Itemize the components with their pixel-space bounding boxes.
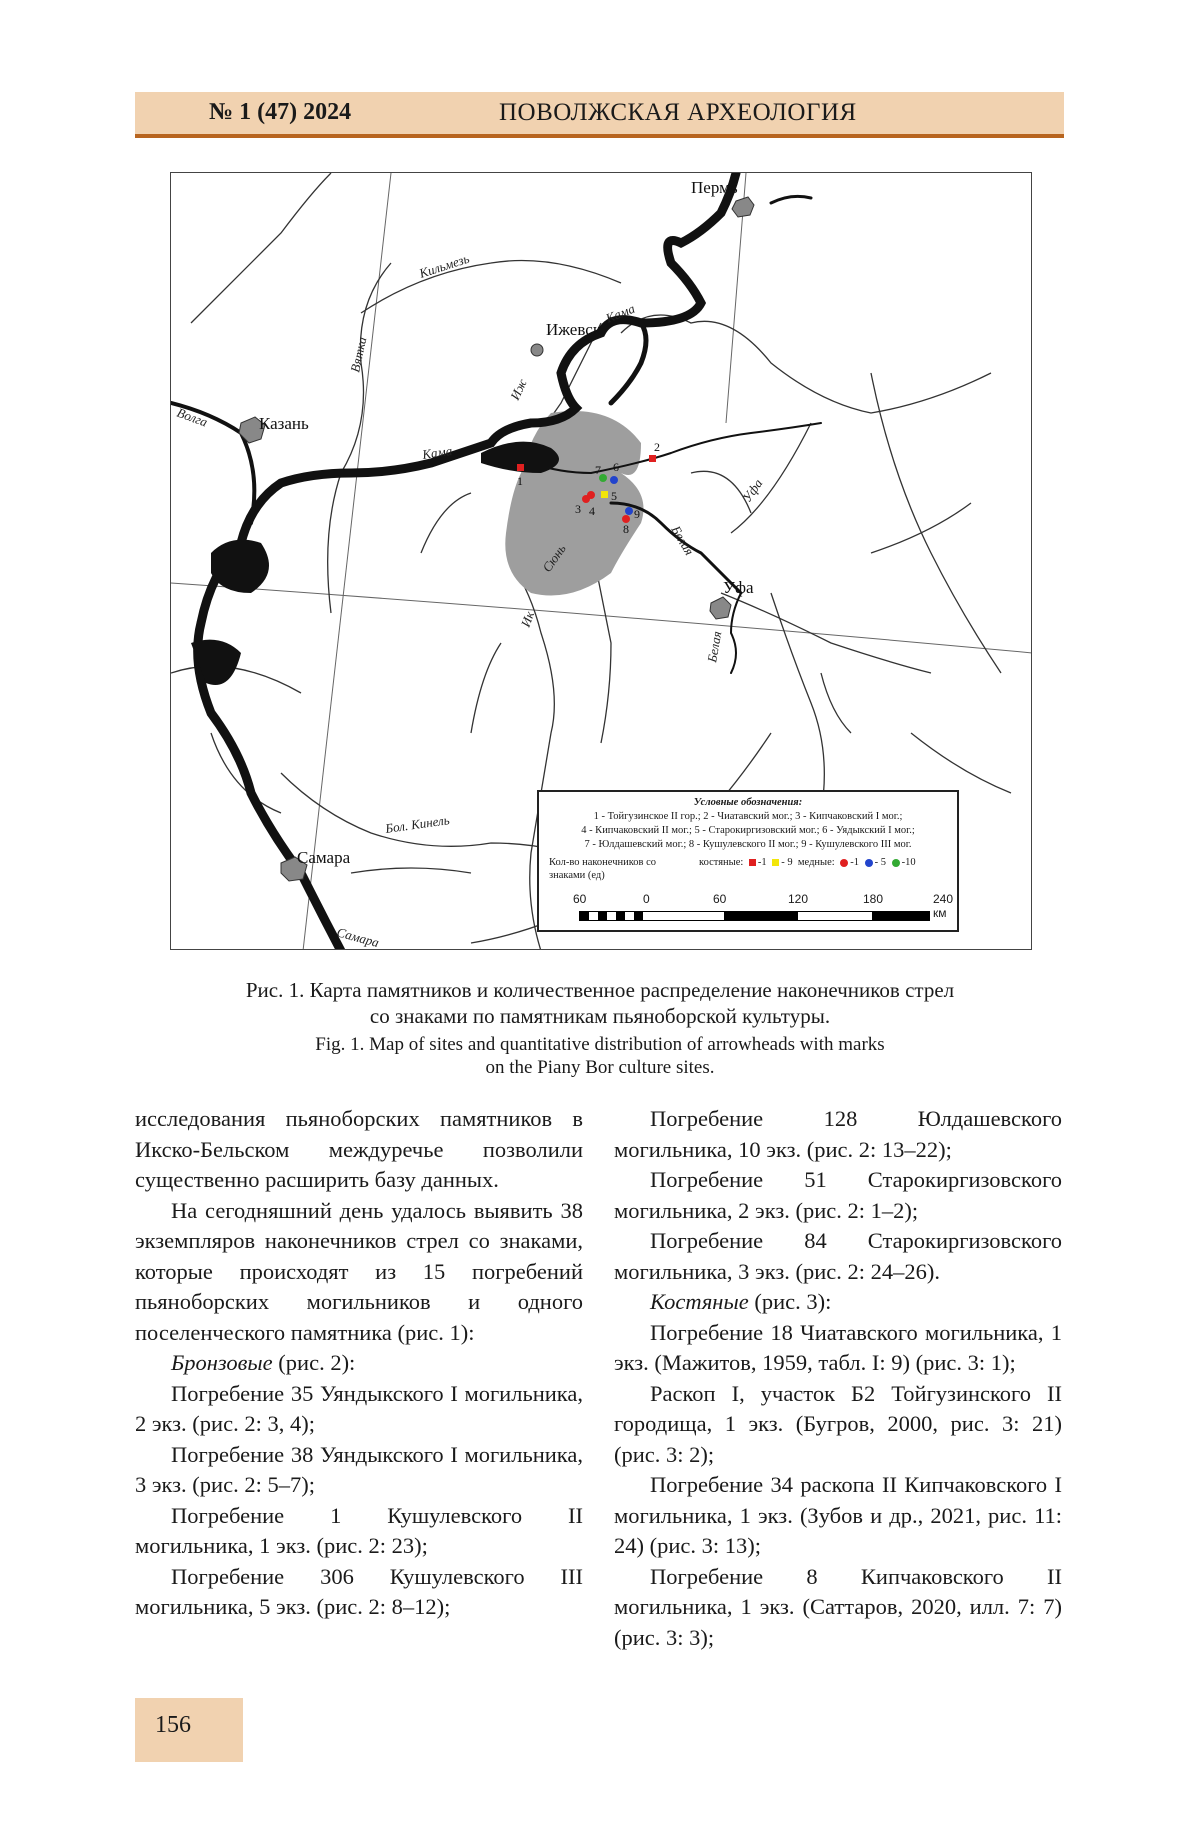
paragraph-bronze-heading <box>135 1348 583 1379</box>
list-item: Погребение 128 Юлдашевского могильника, 10 экз. (рис. 2: 13–22); <box>614 1106 1062 1162</box>
legend-copper-label: медные: <box>797 857 835 868</box>
legend-title: Условные обозначения: <box>693 797 803 808</box>
river-label-bol-kinel: Бол. Кинель <box>384 812 451 836</box>
site-4-marker <box>587 491 595 499</box>
izhevsk-city-marker <box>531 344 543 356</box>
running-header <box>135 92 1064 138</box>
figure-caption-ru <box>0 977 1200 1029</box>
city-label-kazan: Казань <box>259 414 309 433</box>
city-labels <box>259 178 754 867</box>
italic-term: Костяные <box>650 1289 749 1314</box>
site-number-3: 3 <box>575 502 581 516</box>
legend-symbols <box>699 856 916 870</box>
list-item: Погребение 306 Кушулевского III могильника, 5 экз. (рис. 2: 8–12); <box>135 1563 583 1619</box>
legend-bone-9-swatch <box>772 859 779 866</box>
list-item: Раскоп I, участок Б2 Тойгузинского II городища, 1 экз. (Бугров, 2000, рис. 3: 21) (рис. 3: 2); <box>614 1380 1062 1467</box>
caption-en-line-2: on the Piany Bor culture sites. <box>485 1057 715 1078</box>
perm-city-shape <box>732 197 754 217</box>
river-label-kama-north: Кама <box>603 300 637 326</box>
scale-label-0: 0 <box>643 892 650 906</box>
site-number-7: 7 <box>595 463 601 477</box>
legend-bone-9: - 9 <box>781 857 793 868</box>
paragraph: исследования пьяноборских памятников в Икско-Бельском междуречье позволили существенно расширить базу данных. <box>135 1106 583 1192</box>
list-item: Погребение 38 Уяндыкского I могильника, 3 экз. (рис. 2: 5–7); <box>135 1441 583 1497</box>
legend-copper-1-swatch <box>840 859 848 867</box>
italic-term: Бронзовые <box>171 1350 273 1375</box>
legend-copper-1: -1 <box>850 857 860 868</box>
map-legend <box>537 790 959 932</box>
river-label-ik: Ик <box>517 609 538 630</box>
paragraph: На сегодняшний день удалось выявить 38 экземпляров наконечников стрел со знаками, которые происходят из 15 погребений пьяноборских могильников и одного поселенческого памятника (рис. 1): <box>135 1197 583 1345</box>
heading-ref: (рис. 3): <box>748 1289 832 1314</box>
site-1-marker <box>517 464 524 471</box>
text-column-right <box>614 1104 1062 1653</box>
scale-bar <box>579 911 930 921</box>
figure-caption-en <box>0 1033 1200 1079</box>
list-item: Погребение 84 Старокиргизовского могильника, 3 экз. (рис. 2: 24–26). <box>614 1228 1062 1284</box>
kuibyshev-reservoir <box>211 540 269 593</box>
legend-copper-10-swatch <box>892 859 900 867</box>
scale-label-60: 60 <box>713 892 727 906</box>
river-label-samara: Самара <box>335 924 381 951</box>
site-number-8: 8 <box>623 522 629 536</box>
legend-bone-label: костяные: <box>699 857 744 868</box>
river-label-belaya-south: Белая <box>704 629 725 664</box>
list-item: Погребение 18 Чиатавского могильника, 1 экз. (Мажитов, 1959, табл. I: 9) (рис. 3: 1); <box>614 1319 1062 1375</box>
caption-ru-line-1: Рис. 1. Карта памятников и количественное распределение наконечников стрел <box>245 978 955 1002</box>
scale-label-60-left: 60 <box>573 892 587 906</box>
river-label-ufa: Уфа <box>739 476 766 505</box>
legend-bone-1: -1 <box>757 857 767 868</box>
paragraph-bone-heading <box>614 1287 1062 1318</box>
legend-copper-5: - 5 <box>874 857 887 868</box>
list-item: Погребение 8 Кипчаковского II могильника, 1 экз. (Саттаров, 2020, илл. 7: 7) (рис. 3: 3); <box>614 1563 1062 1650</box>
heading-ref: (рис. 2): <box>272 1350 356 1375</box>
scale-label-180: 180 <box>863 892 884 906</box>
scale-labels <box>573 892 954 920</box>
caption-ru-line-2: со знаками по памятникам пьяноборской культуры. <box>369 1004 831 1028</box>
legend-line-3: 7 - Юлдашевский мог.; 8 - Кушулевского II мог.; 9 - Кушулевского III мог. <box>584 839 912 850</box>
river-label-kilmez: Кильмезь <box>417 250 472 281</box>
legend-copper-10: -10 <box>901 857 916 868</box>
figure-map <box>170 172 1032 950</box>
list-item: Погребение 34 раскопа II Кипчаковского I могильника, 1 экз. (Зубов и др., 2021, рис. 11: 24) (рис. 3: 13); <box>614 1472 1062 1558</box>
site-number-9: 9 <box>634 507 640 521</box>
river-label-izh: Иж <box>507 376 530 403</box>
city-label-ufa: Уфа <box>723 578 754 597</box>
site-6-marker <box>610 476 618 484</box>
river-label-vyatka: Вятка <box>347 335 370 374</box>
site-number-6: 6 <box>613 460 619 474</box>
site-number-2: 2 <box>654 440 660 454</box>
site-number-5: 5 <box>611 489 617 503</box>
site-number-4: 4 <box>589 504 595 518</box>
journal-title: ПОВОЛЖСКАЯ АРХЕОЛОГИЯ <box>499 99 857 126</box>
issue-number: № 1 (47) 2024 <box>209 99 352 125</box>
scale-label-240: 240 км <box>933 892 954 920</box>
legend-line-1: 1 - Тойгузинское II гор.; 2 - Чиатавский мог.; 3 - Кипчаковский I мог.; <box>593 811 903 822</box>
site-5-marker <box>601 491 608 498</box>
river-label-kama-west: Кама <box>421 442 454 462</box>
list-item: Погребение 1 Кушулевского II могильника, 1 экз. (рис. 2: 23); <box>135 1502 583 1558</box>
site-2-marker <box>649 455 656 462</box>
scale-label-120: 120 <box>788 892 809 906</box>
list-item: Погребение 51 Старокиргизовского могильника, 2 экз. (рис. 2: 1–2); <box>614 1167 1062 1223</box>
page-number: 156 <box>155 1712 191 1738</box>
caption-en-line-1: Fig. 1. Map of sites and quantitative distribution of arrowheads with marks <box>315 1034 885 1055</box>
legend-count-label: Кол-во наконечников со знаками (ед) <box>549 857 657 881</box>
river-label-volga: Волга <box>174 404 210 430</box>
site-9-marker <box>625 507 633 515</box>
legend-line-2: 4 - Кипчаковский II мог.; 5 - Старокиргизовский мог.; 6 - Уядыкский I мог.; <box>581 825 915 836</box>
legend-copper-5-swatch <box>865 859 873 867</box>
river-label-syun: Сюнь <box>539 541 569 575</box>
city-label-izhevsk: Ижевск <box>546 320 602 339</box>
ufa-city-shape <box>710 597 731 619</box>
page-number-box <box>135 1698 243 1762</box>
text-column-left <box>135 1104 583 1623</box>
list-item: Погребение 35 Уяндыкского I могильника, 2 экз. (рис. 2: 3, 4); <box>135 1380 583 1436</box>
site-number-1: 1 <box>517 474 523 488</box>
river-label-belaya: Белая <box>668 523 698 558</box>
legend-bone-1-swatch <box>749 859 756 866</box>
city-label-perm: Пермь <box>691 178 738 197</box>
city-label-samara: Самара <box>297 848 351 867</box>
